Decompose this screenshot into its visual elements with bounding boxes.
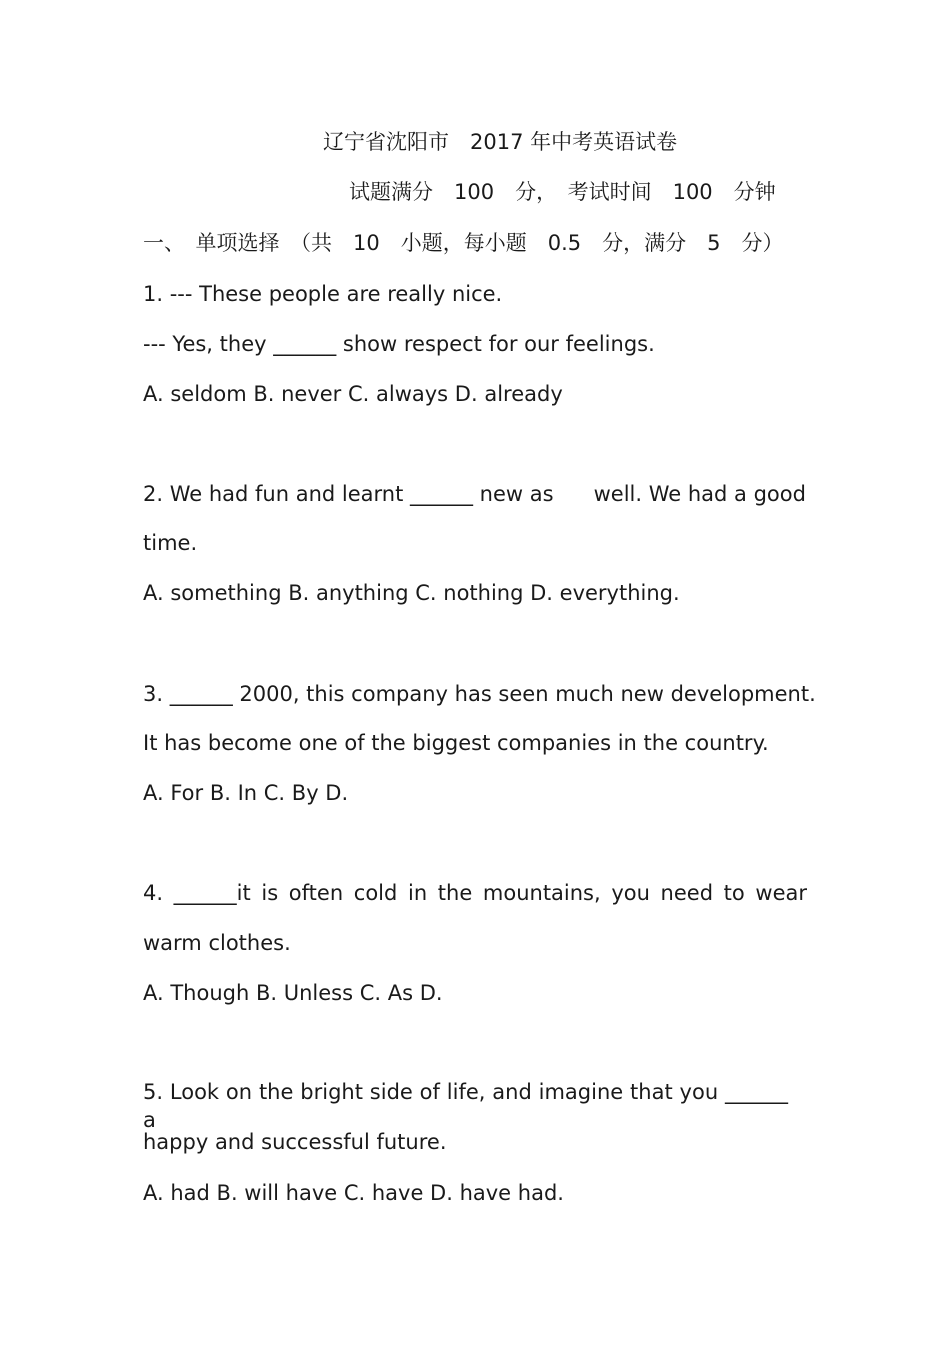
question-1-options: A. seldom B. never C. always D. already [143,382,563,406]
exam-title: 辽宁省沈阳市 2017 年中考英语试卷 [323,130,678,154]
question-5-line-2: happy and successful future. [143,1130,447,1154]
question-5-line-1: 5. Look on the bright side of life, and imagine that you ______ a [143,1080,788,1132]
question-3-options: A. For B. In C. By D. [143,781,349,805]
question-2-options: A. something B. anything C. nothing D. everything. [143,581,680,605]
question-2-line-1: 2. We had fun and learnt ______ new as well. We had a good [143,482,806,506]
question-4-line-1: 4. ______it is often cold in the mountains, you need to wear [143,881,807,905]
question-1-line-1: 1. --- These people are really nice. [143,282,503,306]
question-3-line-1: 3. ______ 2000, this company has seen much new development. [143,682,816,706]
exam-subtitle: 试题满分 100 分， 考试时间 100 分钟 [349,180,776,204]
section-heading: 一、 单项选择 （共 10 小题，每小题 0.5 分，满分 5 分） [143,231,784,255]
question-3-line-2: It has become one of the biggest companies in the country. [143,731,769,755]
question-4-options: A. Though B. Unless C. As D. [143,981,443,1005]
question-2-line-2: time. [143,531,198,555]
question-5-options: A. had B. will have C. have D. have had. [143,1181,564,1205]
question-1-line-2: --- Yes, they ______ show respect for our feelings. [143,332,655,356]
question-4-line-2: warm clothes. [143,931,291,955]
